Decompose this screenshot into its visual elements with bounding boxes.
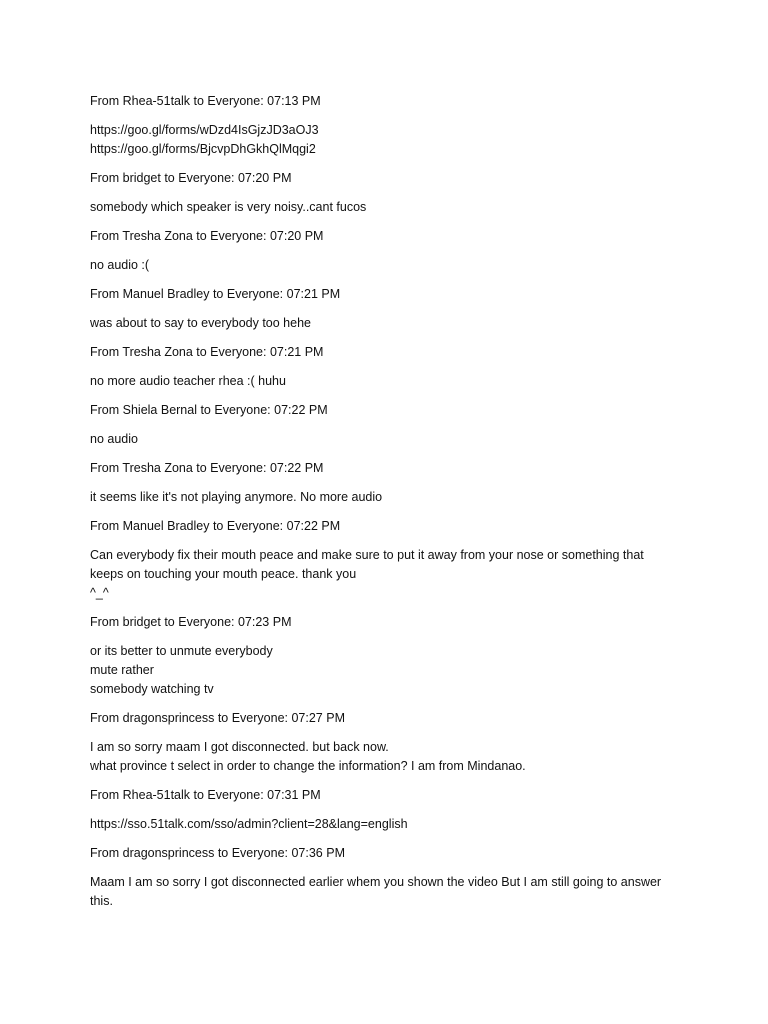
message-body: [90, 642, 273, 699]
message-body: [90, 738, 526, 776]
message-header: From dragonsprincess to Everyone: 07:36 PM: [90, 846, 345, 860]
message-body: [90, 546, 644, 603]
message-line: or its better to unmute everybody: [90, 644, 273, 658]
message-line: this.: [90, 894, 113, 908]
message-header: From bridget to Everyone: 07:20 PM: [90, 171, 292, 185]
message-header: From bridget to Everyone: 07:23 PM: [90, 615, 292, 629]
message-body: no audio :(: [90, 258, 150, 272]
message-header: From Rhea-51talk to Everyone: 07:13 PM: [90, 94, 321, 108]
message-line: keeps on touching your mouth peace. thank you: [90, 567, 357, 581]
message-link: https://goo.gl/forms/wDzd4IsGjzJD3aOJ3: [90, 123, 319, 137]
message-line: Can everybody fix their mouth peace and make sure to put it away from your nose or something that: [90, 548, 644, 562]
message-line: what province t select in order to change the information? I am from Mindanao.: [90, 759, 526, 773]
message-header: From Tresha Zona to Everyone: 07:22 PM: [90, 461, 324, 475]
message-body: [90, 873, 661, 911]
message-body: somebody which speaker is very noisy..cant fucos: [90, 200, 367, 214]
message-body: was about to say to everybody too hehe: [90, 316, 311, 330]
message-header: From Manuel Bradley to Everyone: 07:22 PM: [90, 519, 341, 533]
message-body: [90, 121, 319, 159]
message-header: From Manuel Bradley to Everyone: 07:21 PM: [90, 287, 341, 301]
message-line: ^_^: [90, 586, 109, 600]
message-line: Maam I am so sorry I got disconnected earlier whem you shown the video But I am still going to answer: [90, 875, 662, 889]
message-link: https://goo.gl/forms/BjcvpDhGkhQlMqgi2: [90, 142, 316, 156]
message-header: From Shiela Bernal to Everyone: 07:22 PM: [90, 403, 328, 417]
message-line: I am so sorry maam I got disconnected. but back now.: [90, 740, 389, 754]
message-header: From Rhea-51talk to Everyone: 07:31 PM: [90, 788, 321, 802]
message-header: From Tresha Zona to Everyone: 07:20 PM: [90, 229, 324, 243]
message-line: somebody watching tv: [90, 682, 214, 696]
message-body: it seems like it's not playing anymore. No more audio: [90, 490, 383, 504]
message-header: From dragonsprincess to Everyone: 07:27 PM: [90, 711, 345, 725]
message-body: no audio: [90, 432, 138, 446]
message-line: mute rather: [90, 663, 154, 677]
message-header: From Tresha Zona to Everyone: 07:21 PM: [90, 345, 324, 359]
message-body: no more audio teacher rhea :( huhu: [90, 374, 286, 388]
message-link: https://sso.51talk.com/sso/admin?client=28&lang=english: [90, 817, 408, 831]
